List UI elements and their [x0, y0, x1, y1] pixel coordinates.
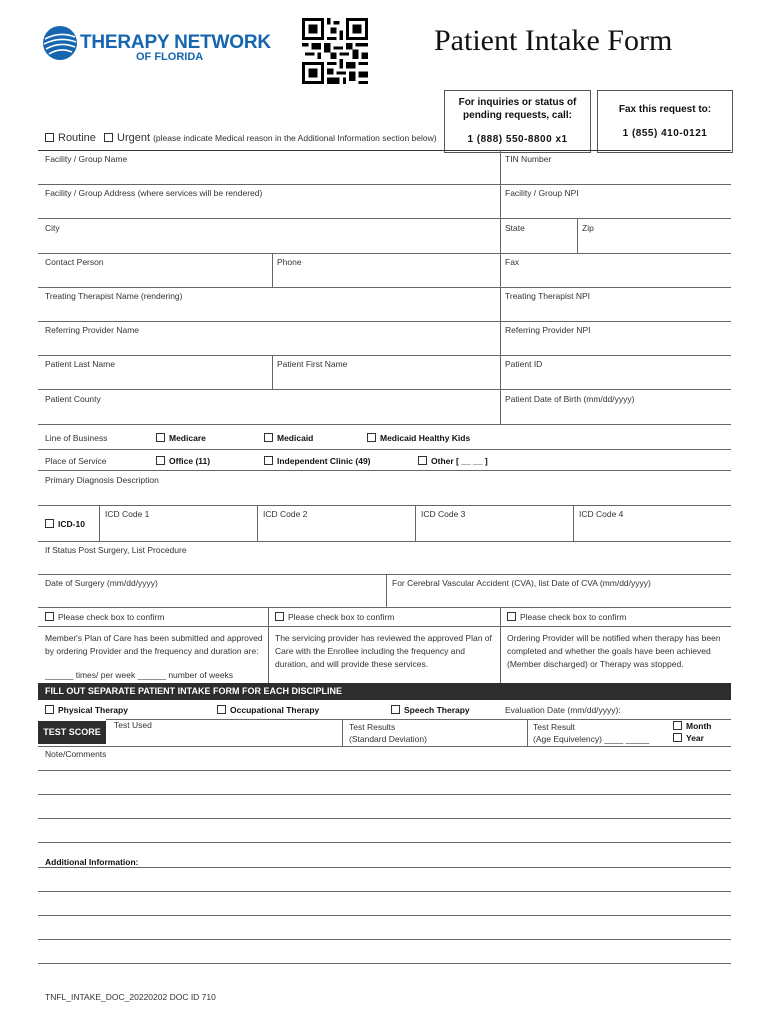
divider: [272, 355, 273, 389]
confirm-checkbox-1[interactable]: [45, 612, 54, 621]
note-line: [38, 794, 731, 795]
note-line: [38, 842, 731, 843]
divider: [573, 505, 574, 541]
divider: [38, 355, 731, 356]
medicaid-healthy-kids-label: Medicaid Healthy Kids: [380, 433, 471, 443]
note-line: [38, 891, 731, 892]
phone-field[interactable]: Phone: [277, 257, 302, 267]
fax-label: Fax this request to:: [618, 104, 712, 115]
evaluation-date-field[interactable]: Evaluation Date (mm/dd/yyyy):: [505, 705, 621, 715]
divider: [38, 449, 731, 450]
facility-npi-field[interactable]: Facility / Group NPI: [505, 188, 579, 198]
month-option[interactable]: [673, 721, 712, 731]
medicaid-label: Medicaid: [277, 433, 314, 443]
note-line: [38, 963, 731, 964]
other-checkbox[interactable]: [418, 456, 427, 465]
treating-therapist-field[interactable]: Treating Therapist Name (rendering): [45, 291, 183, 301]
patient-first-name-field[interactable]: Patient First Name: [277, 359, 348, 369]
confirm-label-1: Please check box to confirm: [58, 612, 165, 622]
confirm-option-1[interactable]: [45, 612, 164, 622]
icd10-option[interactable]: [45, 519, 85, 529]
occupational-therapy-checkbox[interactable]: [217, 705, 226, 714]
note-line: [38, 867, 731, 868]
globe-logo-icon: [42, 25, 78, 61]
standard-deviation-field[interactable]: (Standard Deviation): [349, 734, 427, 744]
divider: [38, 253, 731, 254]
year-label: Year: [686, 733, 704, 743]
medicaid-option[interactable]: [264, 433, 313, 443]
icd-code-1-field[interactable]: ICD Code 1: [105, 509, 150, 519]
divider: [342, 719, 343, 746]
medicare-option[interactable]: [156, 433, 206, 443]
occupational-therapy-option[interactable]: [217, 705, 319, 715]
test-results-label: Test Results: [349, 722, 396, 732]
date-of-surgery-field[interactable]: Date of Surgery (mm/dd/yyyy): [45, 578, 158, 588]
inquiries-label: For inquiries or status of pending requests, call:: [458, 97, 577, 121]
confirm-text-3: Ordering Provider will be notified when therapy has been completed and whether the goals have been achieved (Member discharged) or Therapy was stopped.: [507, 633, 721, 669]
medicare-checkbox[interactable]: [156, 433, 165, 442]
line-of-business-label: Line of Business: [45, 433, 108, 443]
divider: [38, 424, 731, 425]
patient-county-field[interactable]: Patient County: [45, 394, 101, 404]
physical-therapy-checkbox[interactable]: [45, 705, 54, 714]
physical-therapy-label: Physical Therapy: [58, 705, 128, 715]
office-option[interactable]: [156, 456, 210, 466]
divider: [38, 218, 731, 219]
fax-number: 1 (855) 410-0121: [622, 128, 708, 139]
divider: [38, 287, 731, 288]
document-id: TNFL_INTAKE_DOC_20220202 DOC ID 710: [45, 992, 216, 1002]
year-option[interactable]: [673, 733, 704, 743]
facility-address-field[interactable]: Facility / Group Address (where services will be rendered): [45, 188, 263, 198]
routine-checkbox[interactable]: [45, 133, 54, 142]
divider: [527, 719, 528, 746]
urgent-label: Urgent: [117, 132, 151, 144]
fax-field[interactable]: Fax: [505, 257, 520, 267]
divider: [500, 150, 501, 424]
divider: [415, 505, 416, 541]
cva-date-field[interactable]: For Cerebral Vascular Accident (CVA), list Date of CVA (mm/dd/yyyy): [392, 578, 651, 588]
icd-code-2-field[interactable]: ICD Code 2: [263, 509, 308, 519]
routine-option[interactable]: [45, 132, 96, 144]
contact-person-field[interactable]: Contact Person: [45, 257, 104, 267]
divider: [38, 321, 731, 322]
independent-clinic-checkbox[interactable]: [264, 456, 273, 465]
test-score-label: TEST SCORE: [38, 721, 106, 744]
facility-name-field[interactable]: Facility / Group Name: [45, 154, 128, 164]
additional-information-field[interactable]: Additional Information:: [45, 857, 139, 867]
tin-field[interactable]: TIN Number: [505, 154, 552, 164]
status-post-surgery-field[interactable]: If Status Post Surgery, List Procedure: [45, 545, 187, 555]
treating-npi-field[interactable]: Treating Therapist NPI: [505, 291, 591, 301]
divider: [577, 218, 578, 253]
test-used-field[interactable]: Test Used: [114, 720, 152, 730]
frequency-duration-field[interactable]: ______ times/ per week ______ number of weeks: [45, 670, 234, 680]
divider: [38, 150, 731, 151]
speech-therapy-label: Speech Therapy: [404, 705, 470, 715]
divider: [257, 505, 258, 541]
age-equivalency-field[interactable]: (Age Equivelency) ____ _____: [533, 734, 650, 744]
medicaid-checkbox[interactable]: [264, 433, 273, 442]
icd-code-4-field[interactable]: ICD Code 4: [579, 509, 624, 519]
note-line: [38, 915, 731, 916]
confirm-option-2[interactable]: [275, 612, 394, 622]
note-line: [38, 770, 731, 771]
divider: [38, 184, 731, 185]
zip-field[interactable]: Zip: [582, 223, 594, 233]
divider: [500, 607, 501, 683]
other-option[interactable]: [418, 456, 488, 466]
medicare-label: Medicare: [169, 433, 206, 443]
divider: [38, 607, 731, 608]
urgent-checkbox[interactable]: [104, 133, 113, 142]
confirm-option-3[interactable]: [507, 612, 626, 622]
note-comments-field[interactable]: Note/Comments: [45, 749, 107, 759]
icd10-checkbox[interactable]: [45, 519, 54, 528]
referring-provider-field[interactable]: Referring Provider Name: [45, 325, 140, 335]
confirm-label-3: Please check box to confirm: [520, 612, 627, 622]
confirm-label-2: Please check box to confirm: [288, 612, 395, 622]
divider: [38, 746, 731, 747]
office-label: Office (11): [169, 456, 211, 466]
divider: [38, 505, 731, 506]
divider: [99, 505, 100, 541]
inquiries-box: [444, 90, 591, 153]
patient-id-field[interactable]: Patient ID: [505, 359, 543, 369]
routine-label: Routine: [58, 132, 96, 144]
note-line: [38, 939, 731, 940]
note-line: [38, 818, 731, 819]
qr-code-icon: [302, 18, 368, 84]
divider: [386, 574, 387, 607]
icd-code-3-field[interactable]: ICD Code 3: [421, 509, 466, 519]
patient-dob-field[interactable]: Patient Date of Birth (mm/dd/yyyy): [505, 394, 635, 404]
independent-clinic-label: Independent Clinic (49): [277, 456, 371, 466]
patient-last-name-field[interactable]: Patient Last Name: [45, 359, 115, 369]
discipline-banner: FILL OUT SEPARATE PATIENT INTAKE FORM FOR EACH DISCIPLINE: [38, 683, 731, 700]
confirm-text-2: The servicing provider has reviewed the approved Plan of Care with the Enrollee including the frequency and duration, and will provide these services.: [275, 633, 492, 669]
medicaid-healthy-kids-checkbox[interactable]: [367, 433, 376, 442]
place-of-service-label: Place of Service: [45, 456, 107, 466]
referring-npi-field[interactable]: Referring Provider NPI: [505, 325, 591, 335]
independent-clinic-option[interactable]: [264, 456, 371, 466]
speech-therapy-option[interactable]: [391, 705, 470, 715]
divider: [272, 253, 273, 287]
logo-text-main: THERAPY NETWORK: [80, 32, 271, 53]
speech-therapy-checkbox[interactable]: [391, 705, 400, 714]
confirm-checkbox-2[interactable]: [275, 612, 284, 621]
office-checkbox[interactable]: [156, 456, 165, 465]
divider: [38, 541, 731, 542]
icd10-label: ICD-10: [58, 519, 85, 529]
divider: [38, 389, 731, 390]
divider: [38, 626, 731, 627]
occupational-therapy-label: Occupational Therapy: [230, 705, 320, 715]
divider: [106, 719, 731, 720]
primary-diagnosis-field[interactable]: Primary Diagnosis Description: [45, 475, 159, 485]
page-title: Patient Intake Form: [434, 24, 673, 57]
medicaid-healthy-kids-option[interactable]: [367, 433, 470, 443]
test-result-label: Test Result: [533, 722, 576, 732]
inquiries-phone: 1 (888) 550-8800 x1: [467, 134, 568, 145]
logo-text-sub: OF FLORIDA: [136, 51, 204, 63]
urgent-note: (please indicate Medical reason in the Additional Information section below): [153, 133, 437, 143]
divider: [268, 607, 269, 683]
urgent-option[interactable]: [104, 132, 437, 144]
month-checkbox[interactable]: [673, 721, 682, 730]
fax-box: [597, 90, 733, 153]
divider: [38, 574, 731, 575]
year-checkbox[interactable]: [673, 733, 682, 742]
physical-therapy-option[interactable]: [45, 705, 128, 715]
month-label: Month: [686, 721, 712, 731]
confirm-checkbox-3[interactable]: [507, 612, 516, 621]
state-field[interactable]: State: [505, 223, 525, 233]
confirm-text-1: Member's Plan of Care has been submitted and approved by ordering Provider and the frequency and duration are:: [45, 633, 263, 656]
other-label: Other [ __ __ ]: [431, 456, 488, 466]
divider: [38, 470, 731, 471]
city-field[interactable]: City: [45, 223, 60, 233]
